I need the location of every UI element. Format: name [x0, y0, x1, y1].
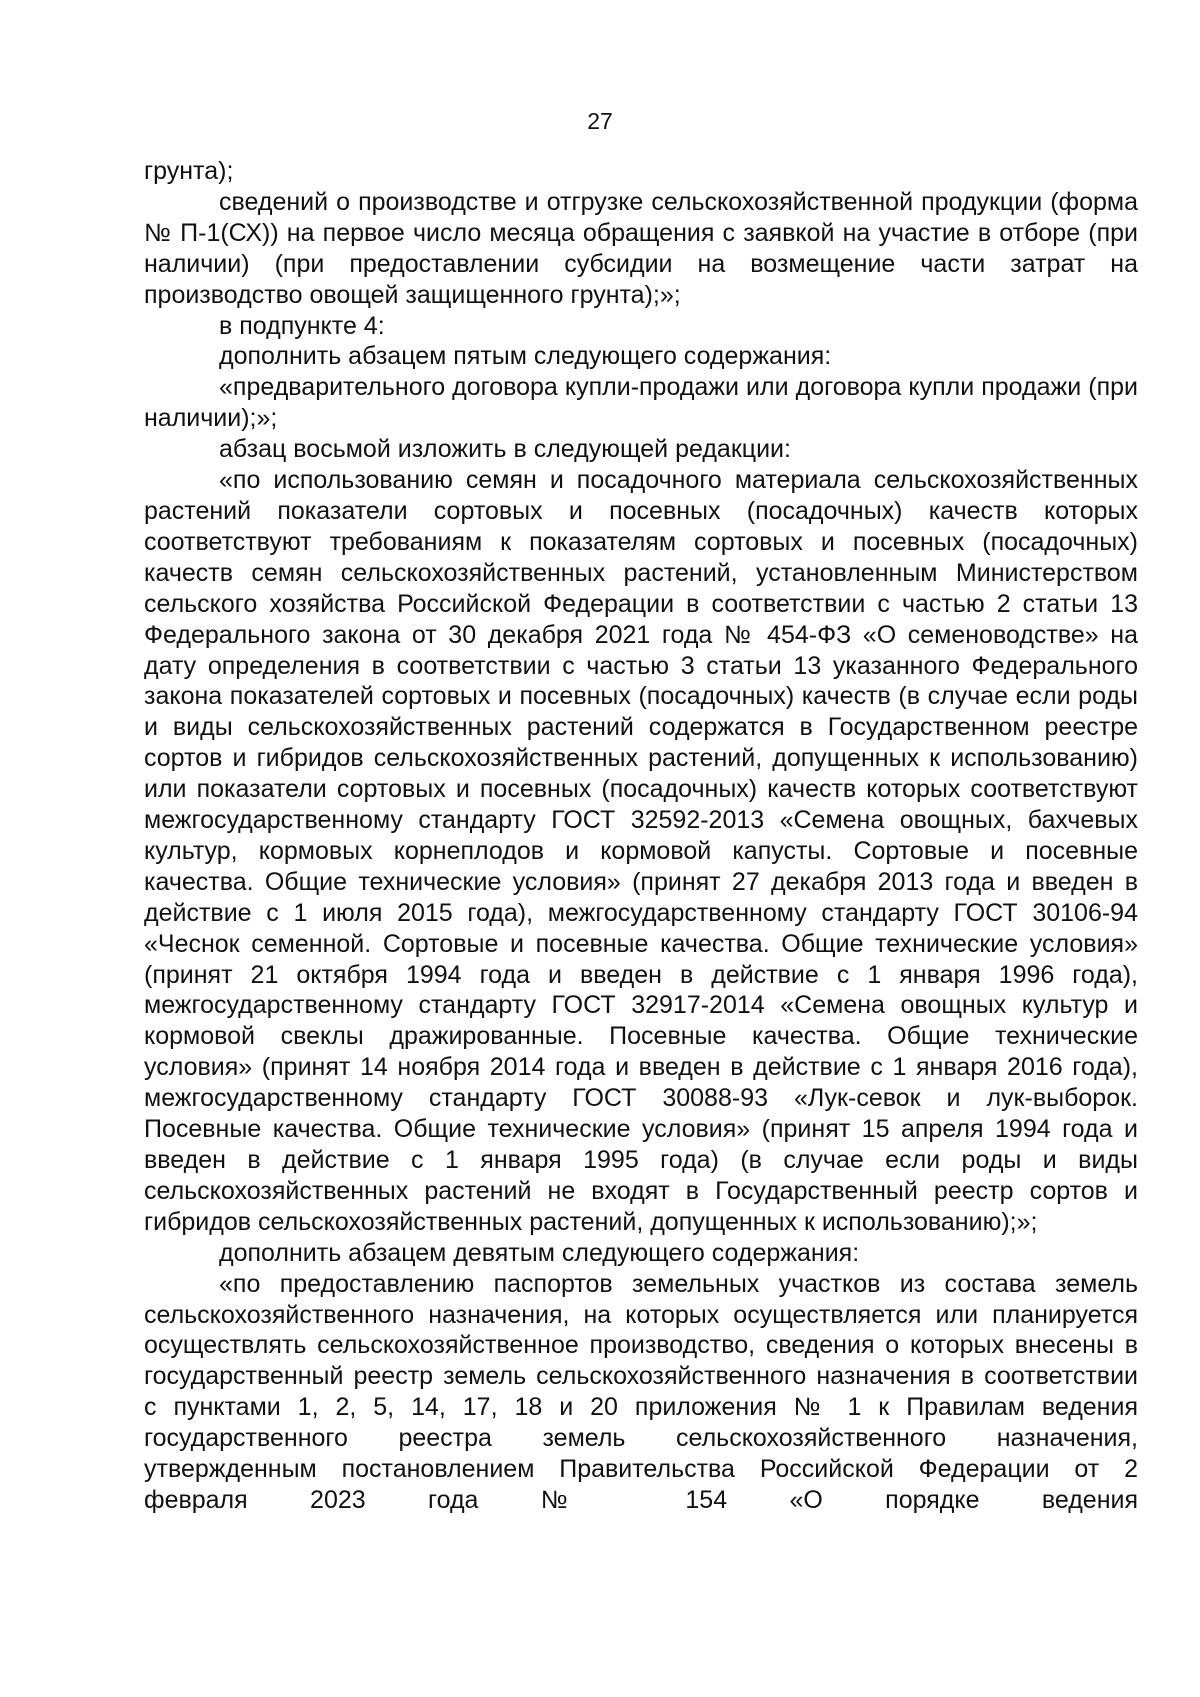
paragraph-5: «предварительного договора купли-продажи или договора купли продажи (при наличии);»;	[144, 373, 1138, 433]
paragraph-7: «по использованию семян и посадочного материала сельскохозяйственных растений показатели сортовых и посевных (посадочных) качеств которых соответствуют требованиям к показателям сортовых и посевных (посадочных) качеств семян сельскохозяйственных растений, установленным Министерством сельского хозяйства Российской Федерации в соответствии с частью 2 статьи 13 Федерального закона от 30 декабря 2021 года № 454-ФЗ «О семеноводстве» на дату определения в соответствии с частью 3 статьи 13 указанного Федерального закона показателей сортовых и посевных (посадочных) качеств (в случае если роды и виды сельскохозяйственных растений содержатся в Государственном реестре сортов и гибридов сельскохозяйственных растений, допущенных к использованию) или показатели сортовых и посевных (посадочных) качеств которых соответствуют межгосударственному стандарту ГОСТ 32592-2013 «Семена овощных, бахчевых культур, кормовых корнеплодов и кормовой капусты. Сортовые и посевные качества. Общие технические условия» (принят 27 декабря 2013 года и введен в действие с 1 июля 2015 года), межгосударственному стандарту ГОСТ 30106-94 «Чеснок семенной. Сортовые и посевные качества. Общие технические условия» (принят 21 октября 1994 года и введен в действие с 1 января 1996 года), межгосударственному стандарту ГОСТ 32917-2014 «Семена овощных культур и кормовой свеклы дражированные. Посевные качества. Общие технические условия» (принят 14 ноября 2014 года и введен в действие с 1 января 2016 года), межгосударственному стандарту ГОСТ 30088-93 «Лук-севок и лук-выборок. Посевные качества. Общие технические условия» (принят 15 апреля 1994 года и введен в действие с 1 января 1995 года) (в случае если роды и виды сельскохозяйственных растений не входят в Государственный реестр сортов и гибридов сельскохозяйственных растений, допущенных к использованию);»;	[144, 466, 1138, 1236]
paragraph-4: дополнить абзацем пятым следующего содержания:	[219, 342, 832, 371]
paragraph-6: абзац восьмой изложить в следующей редакции:	[219, 435, 791, 464]
paragraph-8: дополнить абзацем девятым следующего содержания:	[219, 1238, 860, 1267]
page-number: 27	[587, 108, 613, 134]
paragraph-9: «по предоставлению паспортов земельных участков из состава земель сельскохозяйственного назначения, на которых осуществляется или планируется осуществлять сельскохозяйственное производство, сведения о которых внесены в государственный реестр земель сельскохозяйственного назначения в соответствии с пунктами 1, 2, 5, 14, 17, 18 и 20 приложения № 1 к Правилам ведения государственного реестра земель сельскохозяйственного назначения, утвержденным постановлением Правительства Российской Федерации от 2 февраля 2023 года № 154 «О порядке ведения	[144, 1269, 1138, 1514]
paragraph-3: в подпункте 4:	[219, 311, 385, 340]
paragraph-2: сведений о производстве и отгрузке сельскохозяйственной продукции (форма № П-1(СХ)) на первое число месяца обращения с заявкой на участие в отборе (при наличии) (при предоставлении субсидии на возмещение части затрат на производство овощей защищенного грунта);»;	[144, 187, 1138, 309]
paragraph-1: грунта);	[144, 157, 234, 185]
document-body	[144, 156, 1138, 1516]
